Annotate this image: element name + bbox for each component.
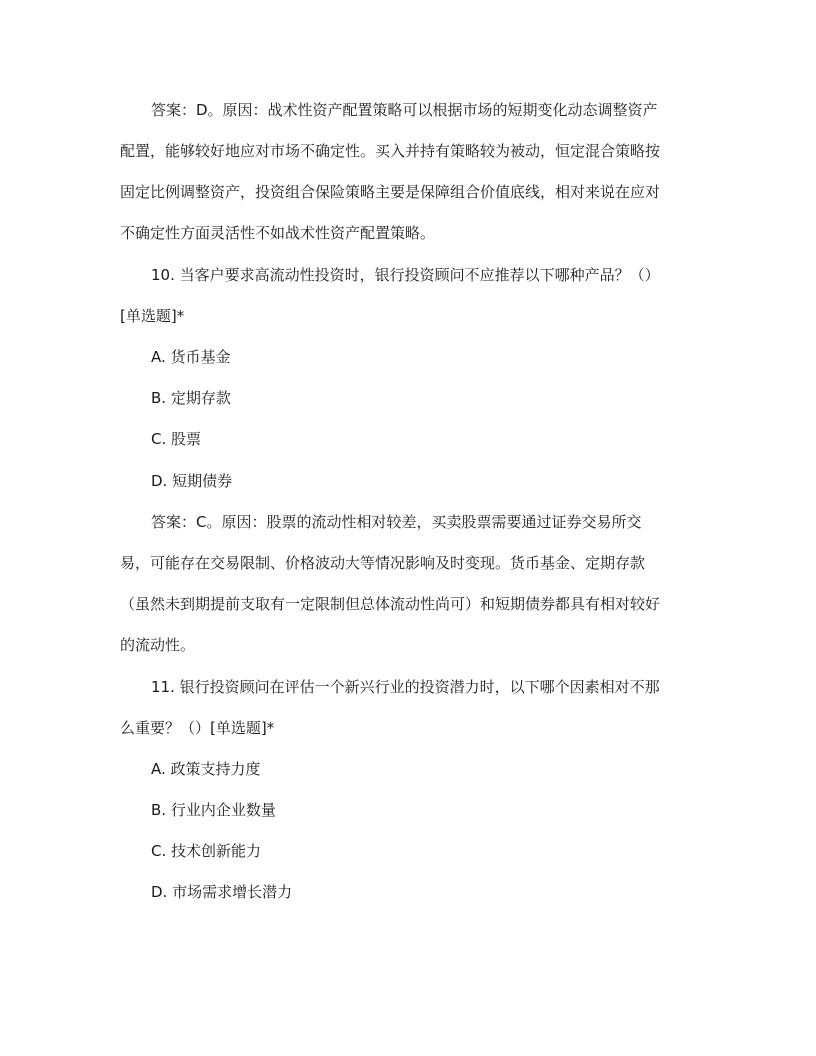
question-10-option-b: B. 定期存款	[151, 389, 231, 407]
answer-9-line-1: 答案：D。原因：战术性资产配置策略可以根据市场的短期变化动态调整资产	[151, 101, 658, 119]
question-11-line-1: 11. 银行投资顾问在评估一个新兴行业的投资潜力时，以下哪个因素相对不那	[151, 678, 660, 696]
question-10-line-1: 10. 当客户要求高流动性投资时，银行投资顾问不应推荐以下哪种产品？（）	[151, 266, 660, 284]
question-10-type: [单选题]*	[120, 307, 185, 325]
answer-9-line-3: 固定比例调整资产，投资组合保险策略主要是保障组合价值底线，相对来说在应对	[120, 183, 661, 201]
question-11-option-d: D. 市场需求增长潜力	[151, 883, 293, 901]
answer-10-line-4: 的流动性。	[120, 636, 196, 654]
question-11-line-2: 么重要？（）[单选题]*	[120, 719, 275, 737]
question-10-option-d: D. 短期债券	[151, 472, 233, 490]
question-10-option-c: C. 股票	[151, 430, 202, 448]
answer-10-line-1: 答案：C。原因：股票的流动性相对较差，买卖股票需要通过证券交易所交	[151, 513, 642, 531]
answer-9-line-2: 配置，能够较好地应对市场不确定性。买入并持有策略较为被动，恒定混合策略按	[120, 142, 661, 160]
question-11-option-c: C. 技术创新能力	[151, 842, 262, 860]
answer-10-line-2: 易，可能存在交易限制、价格波动大等情况影响及时变现。货币基金、定期存款	[120, 554, 646, 572]
answer-10-line-3: （虽然未到期提前支取有一定限制但总体流动性尚可）和短期债券都具有相对较好	[120, 595, 661, 613]
question-11-option-b: B. 行业内企业数量	[151, 801, 276, 819]
answer-9-line-4: 不确定性方面灵活性不如战术性资产配置策略。	[120, 224, 436, 242]
question-10-option-a: A. 货币基金	[151, 348, 231, 366]
question-11-option-a: A. 政策支持力度	[151, 760, 261, 778]
